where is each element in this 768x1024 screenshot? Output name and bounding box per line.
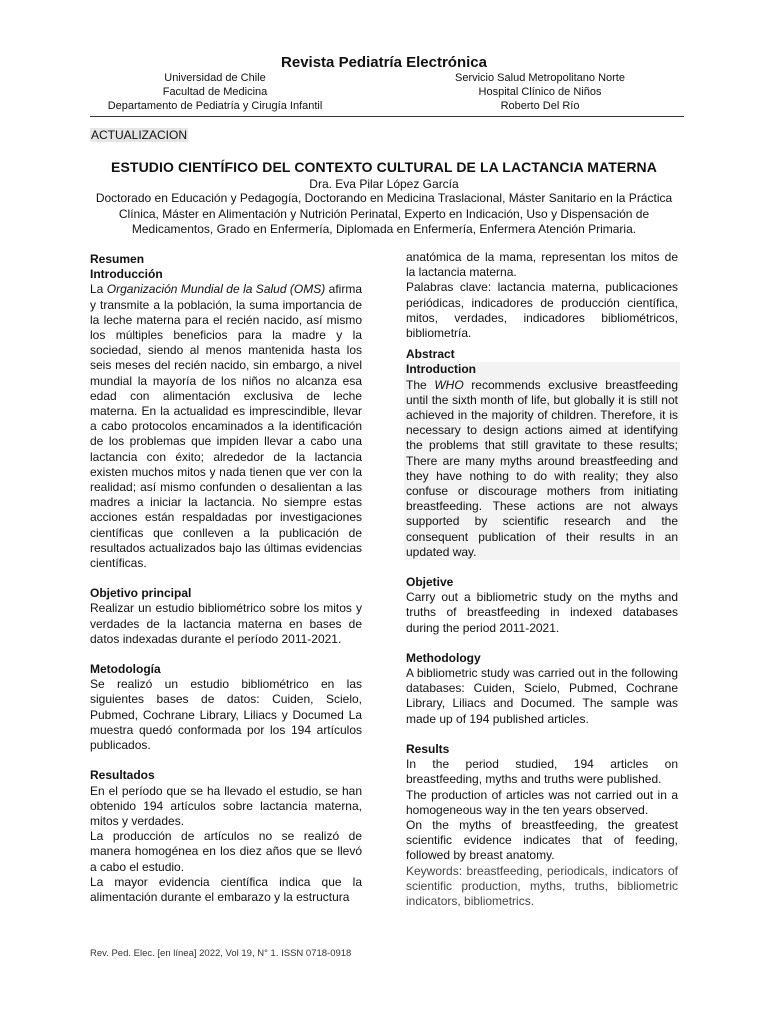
resultados-text-1: En el período que se ha llevado el estudio, se han obtenido 194 artículos sobre lactancia materna, mitos y verdades. <box>90 783 362 828</box>
section-label: ACTUALIZACION <box>91 128 188 142</box>
introduccion-heading: Introducción <box>90 267 163 282</box>
article-author: Dra. Eva Pilar López García <box>309 177 459 191</box>
spanish-column <box>90 252 362 905</box>
introduction-heading: Introduction <box>406 362 476 377</box>
results-text-2: The production of articles was not carried out in a homogeneous way in the ten years observed. <box>406 787 678 817</box>
methodology-heading: Methodology <box>406 650 481 665</box>
resultados-text-2: La producción de artículos no se realizó de manera homogénea en los diez años que se llevó a cabo el estudio. <box>90 829 362 874</box>
institution-left-line: Facultad de Medicina <box>162 86 268 98</box>
page-footer: Rev. Ped. Elec. [en línea] 2022, Vol 19, N° 1. ISSN 0718-0918 <box>90 948 352 959</box>
results-heading: Results <box>406 741 450 756</box>
abstract-heading: Abstract <box>406 347 455 362</box>
intro-en-pre: The <box>406 377 435 392</box>
objetivo-heading: Objetivo principal <box>90 586 192 601</box>
intro-en-post: recommends exclusive breastfeeding until the sixth month of life, but globally it is still not achieved in the majority of children. Therefore, it is necessary to design actions aimed at identifying the problems that still gravitate to these results; There are many myths around breastfeeding and they have nothing to do with reality; they also confuse or discourage mothers from initiating breastfeeding. These actions are not always supported by scientific research and the consequent publication of their results in an updated way. <box>406 377 679 559</box>
institution-left <box>90 71 340 113</box>
methodology-text: A bibliometric study was carried out in the following databases: Cuiden, Scielo, Pubmed, Cochrane Library, Liliacs and Documed. The sample was made up of 194 published articles. <box>406 666 678 726</box>
author-degrees: Doctorado en Educación y Pedagogía, Doctorando en Medicina Traslacional, Máster Sanitario en la Práctica Clínica, Máster en Alimentación y Nutrición Perinatal, Experto en Indicación, Uso y Dispensación de Medicamentos, Grado en Enfermería, Diplomada en Enfermería, Enfermera Atención Primaria. <box>95 191 673 236</box>
institution-right-line: Servicio Salud Metropolitano Norte <box>455 72 625 84</box>
keywords: Keywords: breastfeeding, periodicals, indicators of scientific production, myths, truths, bibliometric indicators, bibliometrics. <box>406 863 678 908</box>
resultados-heading: Resultados <box>90 768 155 783</box>
introduction-text <box>406 378 678 560</box>
intro-en-italic: WHO <box>434 377 464 392</box>
abstract-box <box>404 362 680 560</box>
introduccion-text <box>90 282 362 571</box>
palabras-clave: Palabras clave: lactancia materna, publicaciones periódicas, indicadores de producción científica, mitos, verdades, indicadores bibliométricos, bibliometría. <box>406 280 678 341</box>
institution-left-line: Universidad de Chile <box>164 72 266 84</box>
institution-right <box>430 71 650 113</box>
resultados-text-3: La mayor evidencia científica indica que la alimentación durante el embarazo y la estructura <box>90 874 362 904</box>
intro-pre: La <box>90 282 107 297</box>
results-text-1: In the period studied, 194 articles on breastfeeding, myths and truths were published. <box>406 757 678 787</box>
resumen-heading: Resumen <box>90 252 145 266</box>
objective-text: Carry out a bibliometric study on the myths and truths of breastfeeding in indexed databases during the period 2011-2021. <box>406 590 678 635</box>
article-title: ESTUDIO CIENTÍFICO DEL CONTEXTO CULTURAL DE LA LACTANCIA MATERNA <box>111 159 657 175</box>
institution-right-line: Hospital Clínico de Niños <box>478 86 602 98</box>
header-divider <box>90 116 684 117</box>
resultados-continuation: anatómica de la mama, representan los mitos de la lactancia materna. <box>406 250 678 280</box>
institution-right-line: Roberto Del Río <box>500 100 580 112</box>
objective-heading: Objetive <box>406 575 454 590</box>
english-column <box>406 250 678 909</box>
journal-title: Revista Pediatría Electrónica <box>281 54 487 71</box>
intro-italic: Organización Mundial de la Salud (OMS) <box>106 282 326 297</box>
intro-post: afirma y transmite a la población, la suma importancia de la leche materna para el recién nacido, así mismo los múltiples beneficios para la madre y la sociedad, siendo al menos mantenida hasta los seis meses del recién nacido, sin embargo, a nivel mundial la mayoría de los niños no alcanza esa edad con alimentación exclusiva de leche materna. En la actualidad es imprescindible, llevar a cabo protocolos encaminados a la identificación de los problemas que impiden llevar a cabo una lactancia con éxito; alrededor de la lactancia existen muchos mitos y nada tienen que ver con la realidad; así mismo confunden o desalientan a las madres a iniciar la lactancia. No siempre estas acciones están respaldadas por investigaciones científicas que conlleven a la publicación de resultados actualizados bajo las últimas evidencias científicas. <box>90 282 362 571</box>
metodologia-text: Se realizó un estudio bibliométrico en las siguientes bases de datos: Cuiden, Scielo, Pubmed, Cochrane Library, Liliacs y Documed La muestra quedó conformada por los 194 artículos publicados. <box>90 677 362 753</box>
objetivo-text: Realizar un estudio bibliométrico sobre los mitos y verdades de la lactancia materna en bases de datos indexadas durante el período 2011-2021. <box>90 601 362 646</box>
metodologia-heading: Metodología <box>90 662 161 677</box>
results-text-3: On the myths of breastfeeding, the greatest scientific evidence indicates that of feeding, followed by breast anatomy. <box>406 817 678 863</box>
institution-left-line: Departamento de Pediatría y Cirugía Infantil <box>107 100 323 112</box>
